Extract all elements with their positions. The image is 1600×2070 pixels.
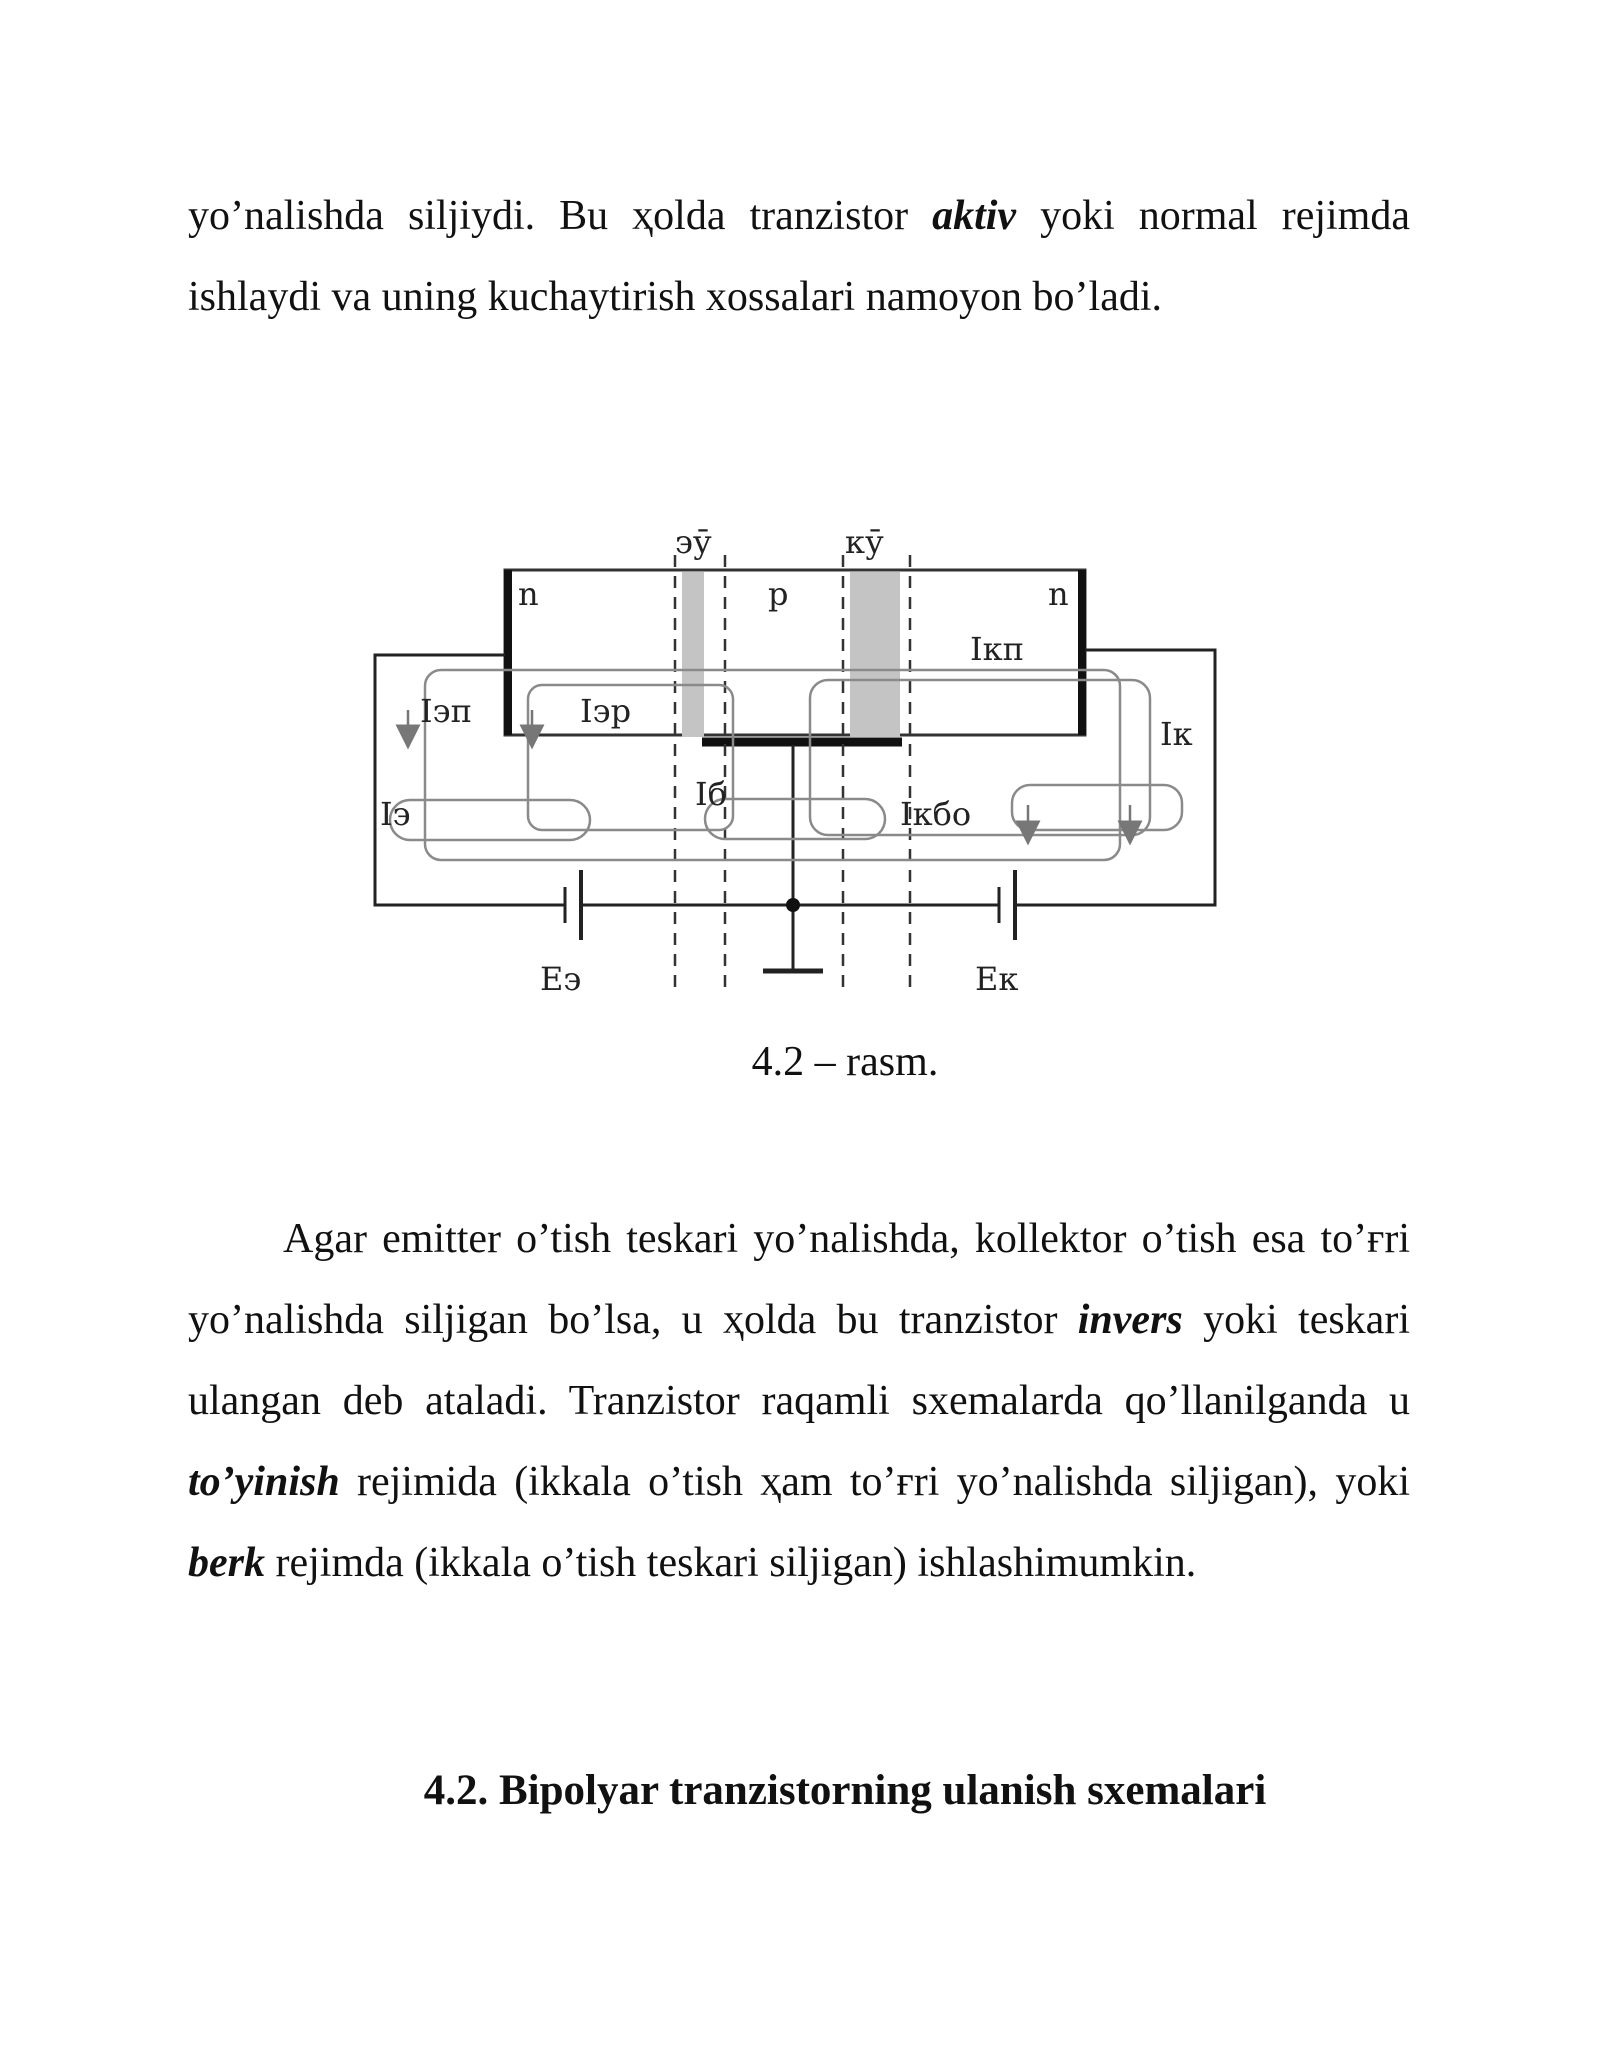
label-current-ib: Iб	[695, 775, 727, 813]
paragraph-2-text-3: rejimida (ikkala o’tish ҳam to’ғri yo’nalishda siljigan), yoki	[339, 1459, 1410, 1505]
paragraph-2	[188, 1199, 1410, 1604]
section-heading: 4.2. Bipolyar tranzistorning ulanish sxemalari	[423, 1767, 1267, 1814]
figure-caption: 4.2 – rasm.	[751, 1039, 939, 1085]
transistor-diagram-svg	[360, 515, 1240, 1015]
base-node	[786, 898, 800, 912]
label-current-ie: Iэ	[380, 795, 411, 833]
paragraph-1-text-2: yoki normal rejimda ishlaydi va uning kuchaytirish xossalari namoyon bo’ladi.	[188, 193, 1410, 320]
label-source-ek: Eк	[975, 960, 1019, 998]
emitter-junction-region	[682, 572, 704, 737]
paragraph-2-text-2: yoki teskari ulangan deb ataladi. Tranzistor raqamli sxemalarda qo’llanilganda u	[188, 1297, 1410, 1424]
label-current-ien: Iэп	[420, 692, 472, 730]
collector-junction-region	[850, 572, 900, 737]
label-current-iep: Iэр	[580, 692, 632, 730]
label-region-n-right: n	[1048, 575, 1069, 613]
label-current-ik: Iк	[1160, 715, 1193, 753]
label-region-p: p	[768, 575, 789, 613]
paragraph-1-text-1: yo’nalishda siljiydi. Bu ҳolda tranzistor	[188, 193, 933, 239]
paragraph-1	[188, 176, 1410, 338]
transistor-diagram	[360, 515, 1240, 1015]
label-source-ee: Eэ	[540, 960, 582, 998]
paragraph-2-text-1: Agar emitter o’tish teskari yo’nalishda, kollektor o’tish esa to’ғri yo’nalishda siljigan bo’lsa, u ҳolda bu tranzistor	[188, 1216, 1410, 1343]
term-toyinish: to’yinish	[188, 1459, 340, 1505]
label-current-ikn: Iкп	[970, 630, 1024, 668]
label-region-n-left: n	[518, 575, 539, 613]
paragraph-2-text-4: rejimda (ikkala o’tish teskari siljigan) ishlashimumkin.	[265, 1540, 1197, 1586]
term-aktiv: aktiv	[932, 193, 1017, 239]
label-emitter-junction: эӯ	[675, 523, 712, 561]
term-berk: berk	[188, 1540, 265, 1586]
label-current-ikbo: Iкбо	[900, 795, 972, 833]
term-invers: invers	[1077, 1297, 1183, 1343]
label-collector-junction: кӯ	[845, 523, 884, 561]
